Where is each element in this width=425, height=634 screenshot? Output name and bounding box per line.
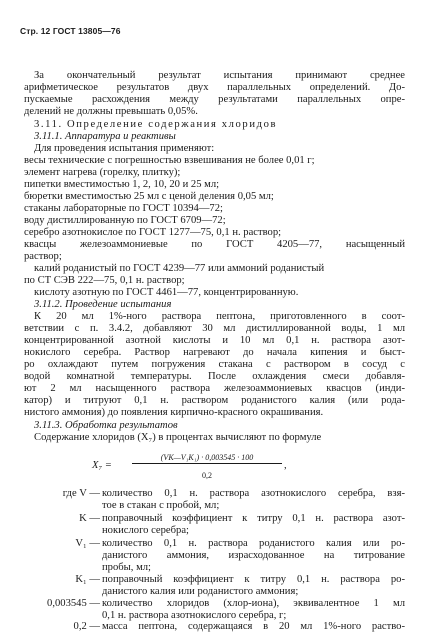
text-line: катор) и титруют 0,1 н. раствором роданистого калия (или рода- — [24, 395, 405, 406]
text-line: делений не должны превышать 0,05%. — [24, 106, 198, 117]
list-item: весы технические с погрешностью взвешивания не более 0,01 г; — [24, 155, 315, 166]
text-line: ют 2 мл насыщенного раствора железоаммониевых квасцов (инди- — [24, 383, 405, 394]
text-line: К 20 мл 1%-ного раствора пептона, приготовленного в соот- — [34, 311, 405, 322]
list-item: квасцы железоаммониевые по ГОСТ 4205—77, насыщенный — [24, 239, 405, 250]
text-line: водой комнатной температуры. После охлаждения смеси добавля- — [24, 371, 405, 382]
definition-text: количество 0,1 н. раствора роданистого калия или ро- — [102, 538, 405, 549]
subsection-heading: 3.11.2. Проведение испытания — [34, 299, 172, 310]
formula-denominator: 0,2 — [202, 471, 212, 480]
text-line: Для проведения испытания применяют: — [34, 143, 215, 154]
subsection-heading: 3.11.3. Обработка результатов — [34, 420, 178, 431]
list-item: калий роданистый по ГОСТ 4239—77 или аммоний роданистый — [34, 263, 325, 274]
formula-numerator: (VK—V₁K₁) · 0,003545 · 100 — [132, 453, 282, 464]
text-line: нистого аммония) до появления кирпично-красного окрашивания. — [24, 407, 324, 418]
definition-text: масса пептона, содержащаяся в 20 мл 1%-ного раство- — [102, 621, 405, 632]
text-line: концентрированной азотной кислоты и 10 мл 0,1 н. раствора азот- — [24, 335, 405, 346]
list-item: раствор; — [24, 251, 62, 262]
definition-text: нокислого серебра; — [102, 525, 189, 536]
text-line: ветствии с п. 3.4.2, добавляют 30 мл дистиллированной воды, 1 мл — [24, 323, 405, 334]
list-item: воду дистиллированную по ГОСТ 6709—72; — [24, 215, 226, 226]
definition-symbol: 0,2 — — [73, 621, 100, 632]
definition-text: поправочный коэффициент к титру 0,1 н. раствора ро- — [102, 574, 405, 585]
definition-symbol: где V — — [62, 488, 100, 499]
definition-text: 0,1 н. раствора азотнокислого серебра, г; — [102, 610, 287, 621]
definition-symbol: K₁ — — [75, 574, 100, 585]
subsection-heading: 3.11.1. Аппаратура и реактивы — [34, 131, 176, 142]
list-item: по СТ СЭВ 222—75, 0,1 н. раствор; — [24, 275, 185, 286]
text-line: Содержание хлоридов (X₇) в процентах вычисляют по формуле — [34, 432, 322, 443]
definition-text: поправочный коэффициент к титру 0,1 н. раствора азот- — [102, 513, 405, 524]
formula-lhs: X₇ = — [92, 460, 112, 471]
text-line: нокислого серебра. Раствор нагревают до начала кипения и быст- — [24, 347, 405, 358]
list-item: стаканы лабораторные по ГОСТ 10394—72; — [24, 203, 223, 214]
definition-text: данистого аммония, израсходованное на титрование — [102, 550, 405, 561]
definition-text: пробы, мл; — [102, 562, 152, 573]
definition-text: количество 0,1 н. раствора азотнокислого серебра, взя- — [102, 488, 405, 499]
page-header: Стр. 12 ГОСТ 13805—76 — [20, 26, 121, 36]
list-item: кислоту азотную по ГОСТ 4461—77, концентрированную. — [34, 287, 299, 298]
definition-symbol: 0,003545 — — [47, 598, 100, 609]
formula-comma: , — [284, 460, 287, 471]
text-line: ро охлаждают путем погружения стакана с раствором в сосуд с — [24, 359, 405, 370]
list-item: элемент нагрева (горелку, плитку); — [24, 167, 181, 178]
list-item: пипетки вместимостью 1, 2, 10, 20 и 25 мл; — [24, 179, 220, 190]
definition-symbol: V₁ — — [75, 538, 100, 549]
text-line: пускаемые расхождения между результатами параллельных опре- — [24, 94, 405, 105]
text-line: За окончательный результат испытания принимают среднее — [34, 70, 405, 81]
list-item: серебро азотнокислое по ГОСТ 1277—75, 0,1 н. раствор; — [24, 227, 282, 238]
list-item: бюретки вместимостью 25 мл с ценой деления 0,05 мл; — [24, 191, 274, 202]
text-line: арифметическое результатов двух параллельных определений. До- — [24, 82, 405, 93]
definition-text: тое в стакан с пробой, мл; — [102, 500, 220, 511]
section-title: 3.11. Определение содержания хлоридов — [34, 119, 278, 130]
definition-symbol: K — — [79, 513, 100, 524]
definition-text: данистого калия или роданистого аммония; — [102, 586, 299, 597]
definition-text: количество хлоридов (хлор-иона), эквивалентное 1 мл — [102, 598, 405, 609]
